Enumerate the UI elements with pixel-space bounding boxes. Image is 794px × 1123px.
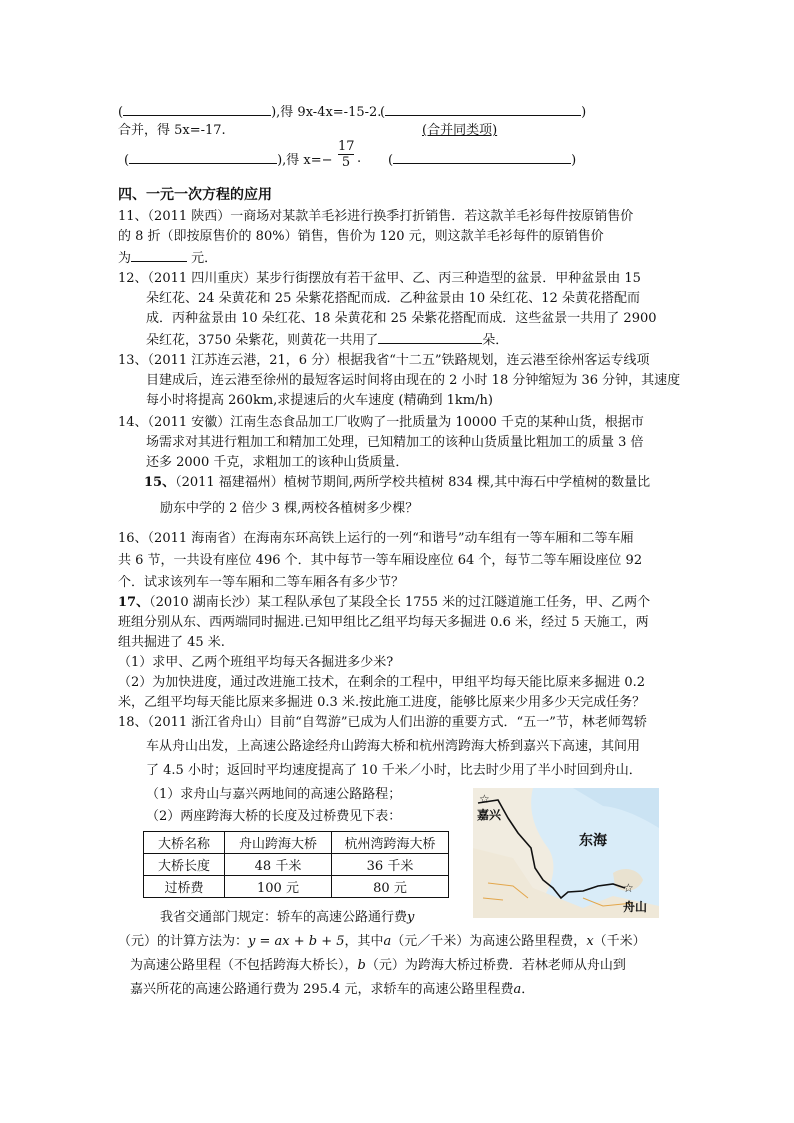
step-line-1: ( ),得 9x-4x=-15-2. [118,102,381,121]
q13-line: 13、（2011 江苏连云港，21，6 分）根据我省“十二五”铁路规划，连云港至徐州客运专线项 [118,353,650,368]
q17-subquestion: 米，乙组平均每天能比原来多掘进 0.3 米.按此施工进度，能够比原来少用多少天完成任务？ [118,695,646,710]
table-cell: 36 千米 [332,854,449,876]
table-header: 杭州湾跨海大桥 [332,832,449,854]
bridge-table [143,831,449,898]
step-line-2: 合并，得 5x=-17. [118,123,226,138]
q18-rule-line: 为高速公路里程（不包括跨海大桥长），b（元）为跨海大桥过桥费．若林老师从舟山到 [130,958,626,973]
table-row [144,854,449,876]
q13-line: 每小时将提高 260km,求提速后的火车速度 (精确到 1km/h) [146,393,493,408]
table-header: 大桥名称 [144,832,225,854]
q13-line: 目建成后，连云港至徐州的最短客运时间将由现在的 2 小时 18 分钟缩短为 36 分钟，其速度 [146,373,681,388]
q15-line: 15、（2011 福建福州）植树节期间,两所学校共植树 834 棵,其中海石中学植树的数量比 [144,475,651,490]
answer-blank[interactable] [123,102,271,116]
q18-rule-line: 嘉兴所花的高速公路通行费为 295.4 元，求轿车的高速公路里程费a． [130,982,535,997]
q11-line: 为 元． [118,248,217,267]
q18-rule-line: 我省交通部门规定：轿车的高速公路通行费y [160,910,415,925]
table-cell: 过桥费 [144,876,225,898]
q12-line: 12、（2011 四川重庆）某步行街摆放有若干盆甲、乙、丙三种造型的盆景．甲种盆景由 15 [118,271,641,286]
table-cell: 大桥长度 [144,854,225,876]
q12-line: 成．丙种盆景由 10 朵红花、18 朵黄花和 25 朵紫花搭配而成．这些盆景一共用了 2900 [146,311,657,326]
reason-text-2: (合并同类项) [422,123,498,138]
q18-line: 18、（2011 浙江省舟山）目前“自驾游”已成为人们出游的重要方式．“五一”节，林老师驾轿 [118,715,647,730]
answer-blank[interactable] [129,150,277,164]
fraction: $\frac{17}{5}$ [338,139,355,170]
q18-subquestion: （1）求舟山与嘉兴两地间的高速公路路程； [146,787,402,802]
q18-rule-line: （元）的计算方法为：y = ax + b + 5，其中a（元／千米）为高速公路里程费，x（千米） [118,934,646,949]
q17-subquestion: （1）求甲、乙两个班组平均每天各掘进多少米? [118,655,394,670]
step-line-3: ( ),得 x=− [124,150,333,169]
reason-blank-1[interactable]: ( ) [380,102,586,121]
q12-line: 朵红花，3750 朵紫花，则黄花一共用了 朵． [146,330,508,349]
table-row [144,876,449,898]
reason-blank-3[interactable]: ( ) [388,150,576,169]
q12-line: 朵红花、24 朵黄花和 25 朵紫花搭配而成．乙种盆景由 10 朵红花、12 朵黄花搭配而 [146,291,640,306]
q16-line: 共 6 节，一共设有座位 496 个．其中每节一等车厢设座位 64 个，每节二等车厢设座位 92 [118,553,643,568]
q17-line: 组共掘进了 45 米. [118,635,225,650]
map-label-sea: 东海 [579,833,607,849]
table-cell: 48 千米 [225,854,332,876]
q17-line: 17、（2010 湖南长沙）某工程队承包了某段全长 1755 米的过江隧道施工任务，甲、乙两个 [118,595,651,610]
map-label-jiaxing: 嘉兴 [477,808,502,822]
q17-line: 班组分别从东、西两端同时掘进.已知甲组比乙组平均每天多掘进 0.6 米，经过 5 天施工，两 [118,615,649,630]
table-cell: 80 元 [332,876,449,898]
q14-line: 14、（2011 安徽）江南生态食品加工厂收购了一批质量为 10000 千克的某种山货，根据市 [118,415,644,430]
table-header: 舟山跨海大桥 [225,832,332,854]
map-label-zhoushan: 舟山 [623,900,648,914]
route-map [473,788,659,918]
answer-blank[interactable] [131,248,187,262]
formula: y = ax + b + 5 [248,934,345,949]
q18-line: 车从舟山出发，上高速公路途经舟山跨海大桥和杭州湾跨海大桥到嘉兴下高速，其间用 [146,739,641,754]
q18-line: 了 4.5 小时；返回时平均速度提高了 10 千米／小时，比去时少用了半小时回到舟山． [146,763,642,778]
q15-line: 励东中学的 2 倍少 3 棵,两校各植树多少棵？ [160,501,419,516]
answer-blank[interactable] [378,330,482,344]
star-icon: ☆ [479,792,490,806]
q16-line: 个．试求该列车一等车厢和二等车厢各有多少节？ [118,575,405,590]
q11-line: 的 8 折（即按原售价的 80%）销售，售价为 120 元，则这款羊毛衫每件的原销售价 [118,229,604,244]
star-icon: ☆ [623,881,634,895]
q14-line: 还多 2000 千克，求粗加工的该种山货质量． [146,455,409,470]
section-title: 四、一元一次方程的应用 [118,187,272,203]
table-header-row [144,832,449,854]
q17-subquestion: （2）为加快进度，通过改进施工技术，在剩余的工程中，甲组平均每天能比原来多掘进 0.2 [118,675,646,690]
q11-line: 11、（2011 陕西）一商场对某款羊毛衫进行换季打折销售．若这款羊毛衫每件按原销售价 [118,209,634,224]
table-cell: 100 元 [225,876,332,898]
q18-subquestion: （2）两座跨海大桥的长度及过桥费见下表： [146,809,402,824]
q16-line: 16、（2011 海南省）在海南东环高铁上运行的一列“和谐号”动车组有一等车厢和二等车厢 [118,531,634,546]
q14-line: 场需求对其进行粗加工和精加工处理，已知精加工的该种山货质量比粗加工的质量 3 倍 [146,435,644,450]
